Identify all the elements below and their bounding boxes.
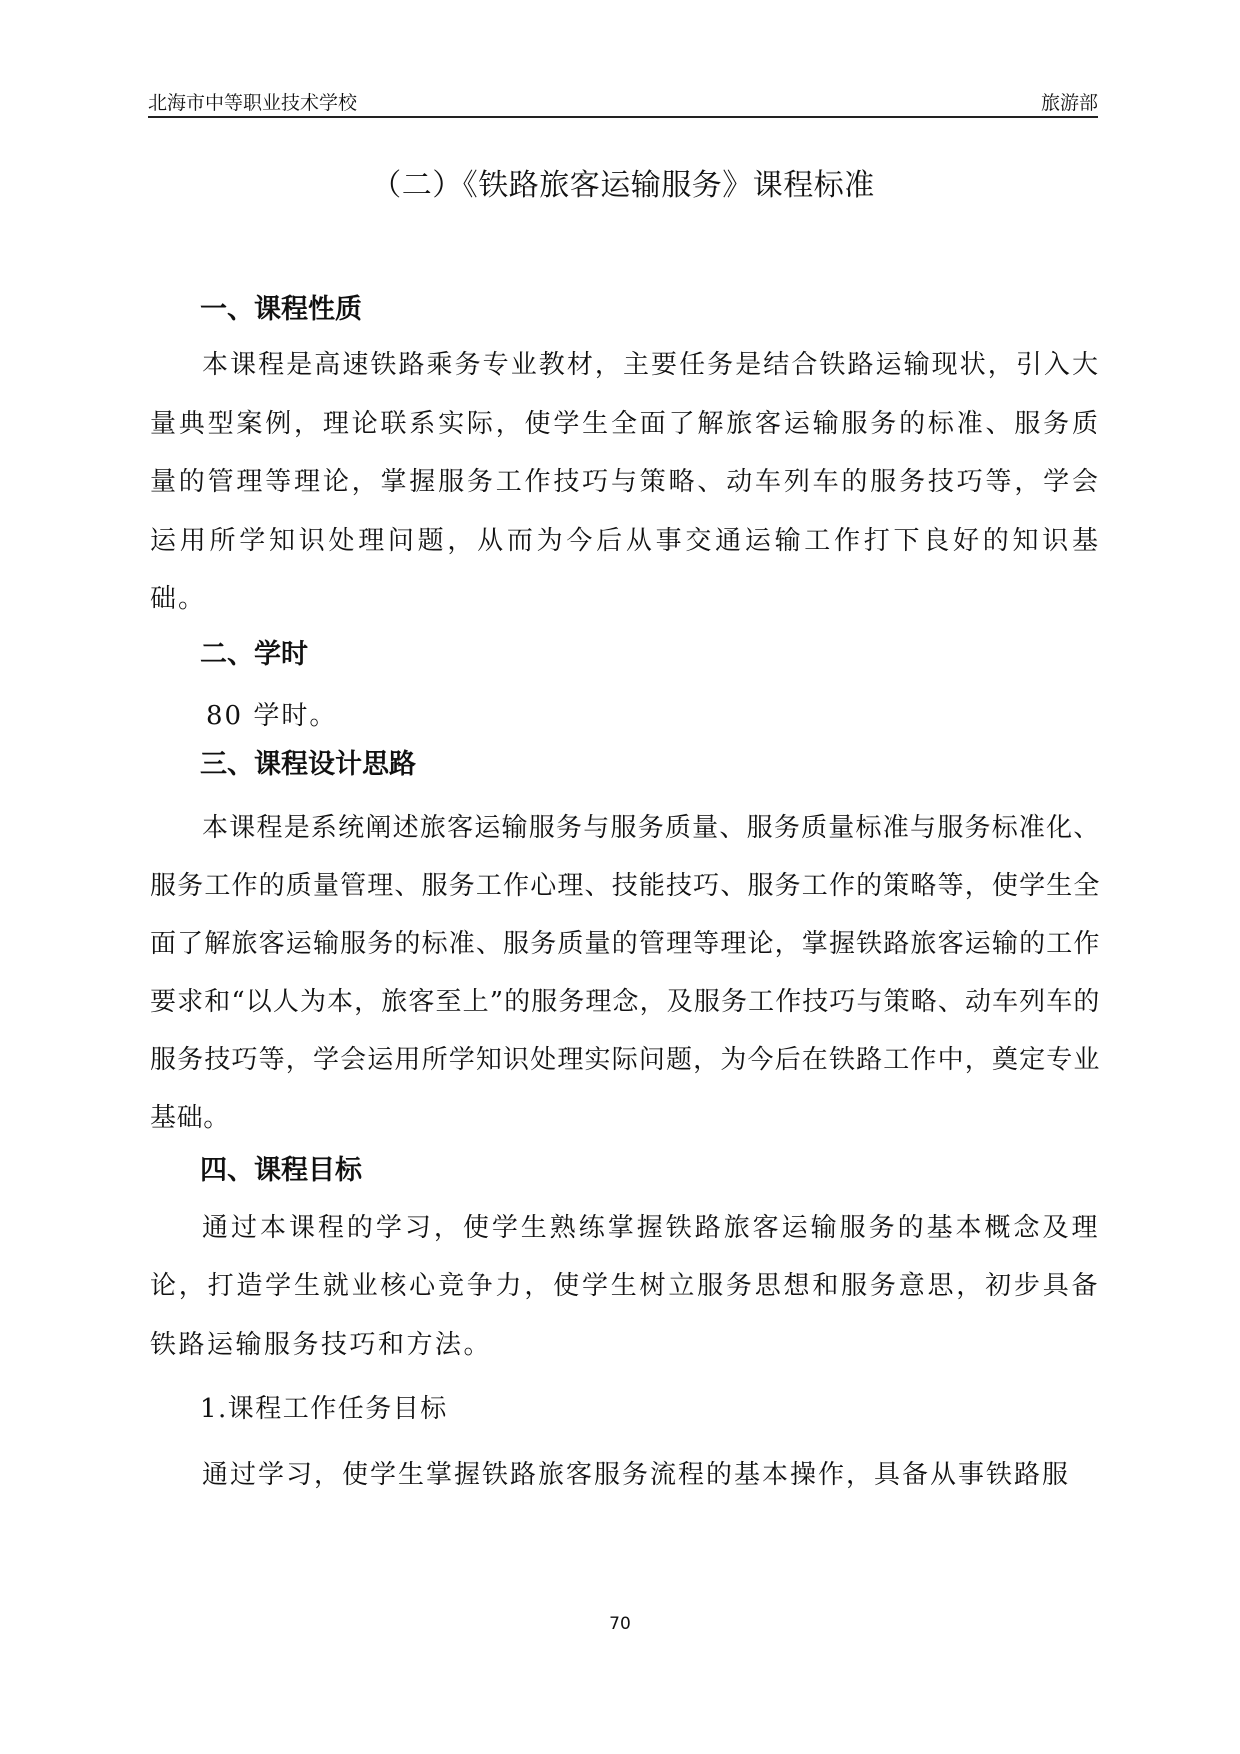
section-body-goals: 通过本课程的学习，使学生熟练掌握铁路旅客运输服务的基本概念及理论，打造学生就业核心竞争力，使学生树立服务思想和服务意思，初步具备铁路运输服务技巧和方法。 xyxy=(150,1212,1100,1360)
document-body xyxy=(150,290,1100,1505)
section-heading-nature: 一、课程性质 xyxy=(200,294,362,325)
section-body-hours: 80 学时。 xyxy=(206,700,338,731)
section-body-nature: 本课程是高速铁路乘务专业教材，主要任务是结合铁路运输现状，引入大量典型案例，理论联系实际，使学生全面了解旅客运输服务的标准、服务质量的管理等理论，掌握服务工作技巧与策略、动车列车的服务技巧等，学会运用所学知识处理问题，从而为今后从事交通运输工作打下良好的知识基础。 xyxy=(150,350,1100,614)
section-heading-goals: 四、课程目标 xyxy=(200,1154,362,1186)
header-department: 旅游部 xyxy=(1040,92,1098,114)
page-header xyxy=(148,86,1098,118)
header-school-name: 北海市中等职业技术学校 xyxy=(148,92,358,114)
section-body-design: 本课程是系统阐述旅客运输服务与服务质量、服务质量标准与服务标准化、服务工作的质量管理、服务工作心理、技能技巧、服务工作的策略等，使学生全面了解旅客运输服务的标准、服务质量的管理等理论，掌握铁路旅客运输的工作要求和“以人为本，旅客至上”的服务理念，及服务工作技巧与策略、动车列车的服务技巧等，学会运用所学知识处理实际问题，为今后在铁路工作中，奠定专业基础。 xyxy=(150,812,1100,1133)
section-heading-design: 三、课程设计思路 xyxy=(200,748,416,780)
sub-body-task-goals: 通过学习，使学生掌握铁路旅客服务流程的基本操作，具备从事铁路服 xyxy=(202,1460,1071,1490)
document-title: （二）《铁路旅客运输服务》课程标准 xyxy=(371,168,875,203)
section-heading-hours: 二、学时 xyxy=(200,638,308,670)
sub-heading-task-goals: 1.课程工作任务目标 xyxy=(200,1394,448,1424)
page-number: 70 xyxy=(609,1614,631,1634)
